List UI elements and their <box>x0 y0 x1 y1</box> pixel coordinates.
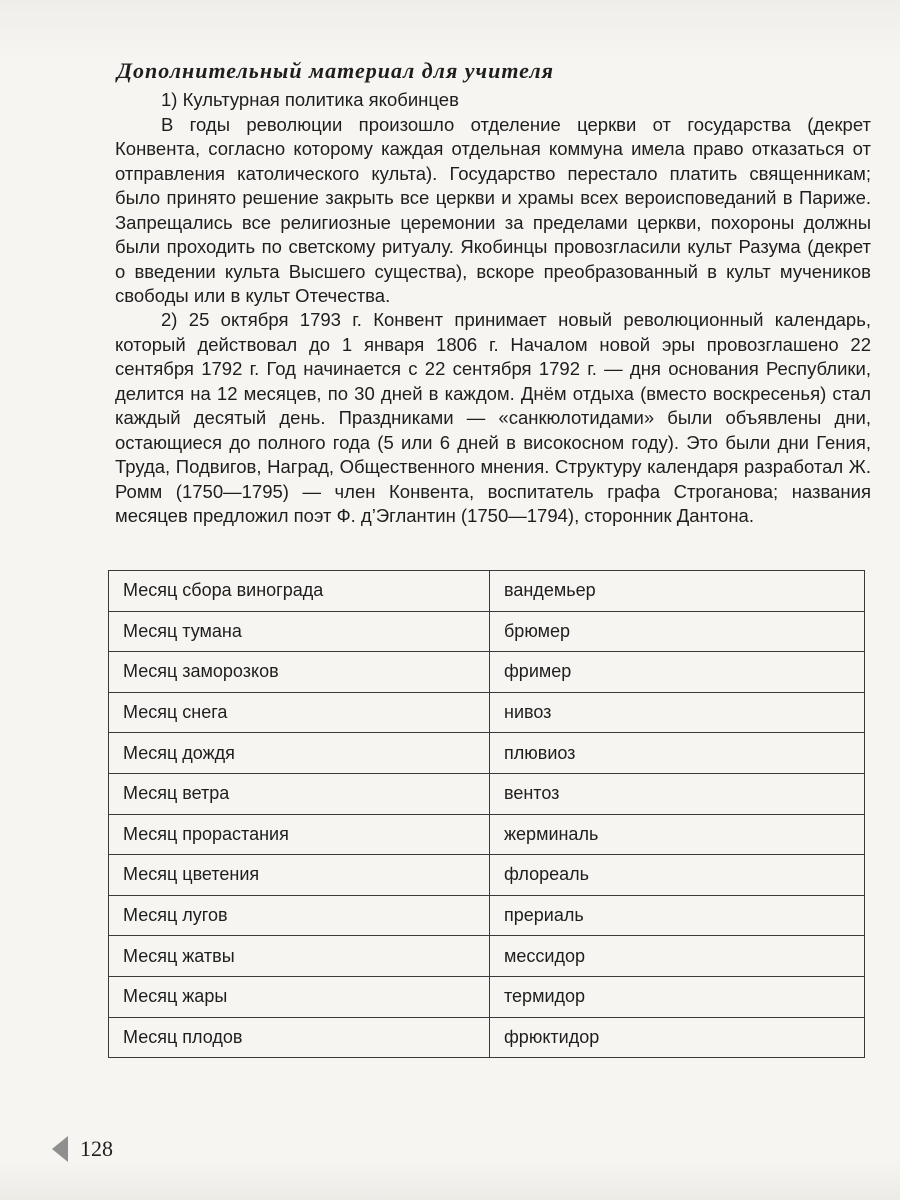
months-table <box>108 570 865 1058</box>
month-name-cell: нивоз <box>490 692 865 733</box>
month-meaning-cell: Месяц цветения <box>109 855 490 896</box>
table-row <box>109 652 865 693</box>
page-number: 128 <box>80 1136 113 1161</box>
month-meaning-cell: Месяц прорастания <box>109 814 490 855</box>
month-meaning-cell: Месяц тумана <box>109 611 490 652</box>
month-name-cell: термидор <box>490 976 865 1017</box>
month-meaning-cell: Месяц сбора винограда <box>109 571 490 612</box>
month-name-cell: прериаль <box>490 895 865 936</box>
table-row <box>109 936 865 977</box>
section-title: Дополнительный материал для учителя <box>117 58 554 83</box>
month-name-cell: вентоз <box>490 773 865 814</box>
table-row <box>109 976 865 1017</box>
month-name-cell: фример <box>490 652 865 693</box>
table-row <box>109 611 865 652</box>
month-name-cell: брюмер <box>490 611 865 652</box>
month-meaning-cell: Месяц дождя <box>109 733 490 774</box>
month-meaning-cell: Месяц снега <box>109 692 490 733</box>
month-meaning-cell: Месяц жатвы <box>109 936 490 977</box>
calendar-paragraph: 2) 25 октября 1793 г. Конвент принимает новый революционный календарь, который действовал до 1 января 1806 г. Началом новой эры провозглашено 22 сентября 1792 г. Год начинается с 22 сентября 1792 г. — дня основания Республики, делится на 12 месяцев, по 30 дней в каждом. Днём отдыха (вместо воскресенья) стал каждый десятый день. Праздниками — «санкюлотидами» были объявлены дни, остающиеся до полного года (5 или 6 дней в високосном году). Это были дни Гения, Труда, Подвигов, Наград, Общественного мнения. Структуру календаря разработал Ж. Ромм (1750—1795) — член Конвента, воспитатель графа Строганова; названия месяцев предложил поэт Ф. д’Эглантин (1750—1794), сторонник Дантона. <box>115 309 871 526</box>
table-row <box>109 733 865 774</box>
month-name-cell: флореаль <box>490 855 865 896</box>
month-meaning-cell: Месяц плодов <box>109 1017 490 1058</box>
table-row <box>109 692 865 733</box>
month-name-cell: мессидор <box>490 936 865 977</box>
table-row <box>109 1017 865 1058</box>
month-meaning-cell: Месяц лугов <box>109 895 490 936</box>
cultural-policy-heading: 1) Культурная политика якобинцев <box>161 89 459 110</box>
month-name-cell: жерминаль <box>490 814 865 855</box>
table-row <box>109 814 865 855</box>
table-row <box>109 855 865 896</box>
month-name-cell: вандемьер <box>490 571 865 612</box>
month-name-cell: плювиоз <box>490 733 865 774</box>
table-row <box>109 571 865 612</box>
cultural-policy-paragraph: В годы революции произошло отделение церкви от государства (декрет Конвента, согласно которому каждая отдельная коммуна имела право отказаться от отправления католического культа). Государство перестало платить священникам; было принято решение закрыть все церкви и храмы всех вероисповеданий в Париже. Запрещались все религиозные церемонии за пределами церкви, похороны должны были проходить по светскому ритуалу. Якобинцы провозгласили культ Разума (декрет о введении культа Высшего существа), вскоре преобразованный в культ мучеников свободы или в культ Отечества. <box>115 113 871 306</box>
calendar-section <box>115 308 871 529</box>
month-meaning-cell: Месяц жары <box>109 976 490 1017</box>
month-meaning-cell: Месяц заморозков <box>109 652 490 693</box>
month-name-cell: фрюктидор <box>490 1017 865 1058</box>
table-row <box>109 773 865 814</box>
page-corner-triangle-icon <box>52 1136 68 1162</box>
table-row <box>109 895 865 936</box>
cultural-policy-section <box>115 88 871 309</box>
month-meaning-cell: Месяц ветра <box>109 773 490 814</box>
